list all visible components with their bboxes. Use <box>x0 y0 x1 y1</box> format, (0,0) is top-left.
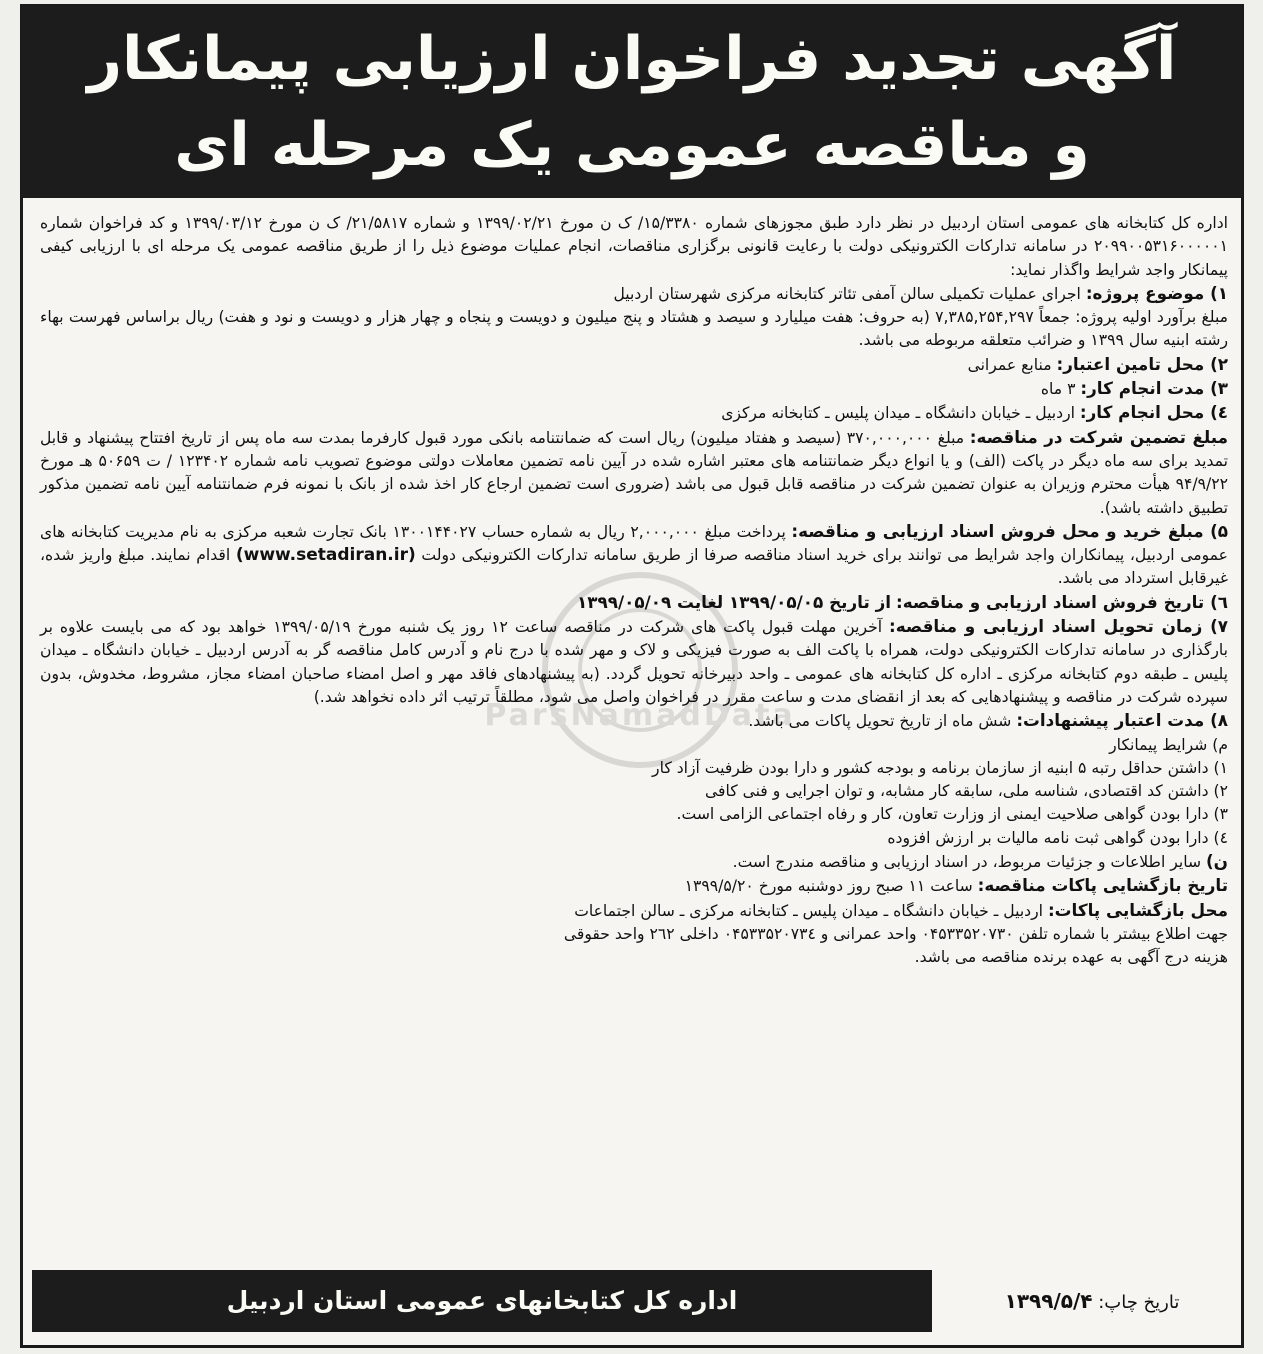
item-other <box>40 850 1228 874</box>
item-subject <box>40 282 1228 306</box>
condition-1: ۱) داشتن حداقل رتبه ۵ ابنیه از سازمان برنامه و بودجه کشور و دارا بودن ظرفیت آزاد کار <box>652 758 1228 777</box>
opening-place-text: اردبیل ـ خیابان دانشگاه ـ میدان پلیس ـ کتابخانه مرکزی ـ سالن اجتماعات <box>574 901 1043 920</box>
item-location <box>40 401 1228 425</box>
purchase-label: ۵) مبلغ خرید و محل فروش اسناد ارزیابی و مناقصه: <box>791 520 1228 541</box>
conditions-title: م) شرایط پیمانکار <box>1109 735 1228 754</box>
notice-header <box>22 6 1242 198</box>
opening-place-label: محل بازگشایی پاکات: <box>1047 899 1228 920</box>
purchase-text-2: اقدام نمایند. مبلغ واریز شده، غیرقابل استرداد می باشد. <box>40 546 1228 588</box>
title-line-2: و مناقصه عمومی یک مرحله ای <box>174 110 1090 180</box>
opening-date-text: ساعت ۱۱ صبح روز دوشنبه مورخ ۱۳۹۹/۵/۲۰ <box>684 877 973 896</box>
title-line-1: آگهی تجدید فراخوان ارزیابی پیمانکار <box>87 24 1177 94</box>
validity-label: ۸) مدت اعتبار پیشنهادات: <box>1016 710 1228 731</box>
validity-text: شش ماه از تاریخ تحویل پاکات می باشد. <box>748 712 1012 731</box>
notice-footer <box>22 1266 1242 1346</box>
guarantee-text: مبلغ ۳۷۰,۰۰۰,۰۰۰ (سیصد و هفتاد میلیون) ریال است که ضمانتنامه بانکی مورد قبول کارفرما بمدت سه ماه پس از تاریخ افتتاح پیشنهاد و قابل تمدید برای سه ماه دیگر در پاکت (الف) و یا انواع دیگر ضمانتنامه های معتبر اشاره شده در آیین نامه تضمین معاملات دولتی موضوع تصویب نامه شماره ۱۲۳۴۰۲ / ت ۵۰۶۵۹ هـ مورخ ۹۴/۹/۲۲ هیأت محترم وزیران به عنوان تضمین شرکت در مناقصه قابل قبول می باشد (ضروری است تضمین ارجاع کار اخذ شده از بانک با نمونه فرم ضمانتنامه آیین نامه تضمین مذکور تطبیق داشته باشد). <box>40 428 1228 517</box>
item-cost: هزینه درج آگهی به عهده برنده مناقصه می باشد. <box>914 948 1228 967</box>
item-validity <box>40 709 1228 733</box>
item-opening-place <box>40 899 1228 923</box>
purchase-text: پرداخت مبلغ ۲,۰۰۰,۰۰۰ ریال به شماره حساب ۱۳۰۰۱۴۴۰۲۷ بانک تجارت شعبه مرکزی به نام مدیریت کتابخانه های عمومی اردبیل، پیمانکاران واجد شرایط می توانند برای خرید اسناد مناقصه صرفا از طریق سامانه تدارکات الکترونیکی دولت <box>40 522 1228 565</box>
item-sale-date <box>40 591 1228 615</box>
item-opening-date <box>40 874 1228 898</box>
opening-date-label: تاریخ بازگشایی پاکات مناقصه: <box>977 875 1228 896</box>
item-duration <box>40 377 1228 401</box>
item-guarantee <box>40 426 1228 520</box>
location-label: ٤) محل انجام کار: <box>1079 402 1228 423</box>
delivery-label: ۷) زمان تحویل اسناد ارزیابی و مناقصه: <box>889 616 1229 637</box>
funding-label: ۲) محل تامین اعتبار: <box>1056 353 1228 374</box>
condition-4: ٤) دارا بودن گواهی ثبت نامه مالیات بر ارزش افزوده <box>887 828 1228 847</box>
other-text: سایر اطلاعات و جزئیات مربوط، در اسناد ارزیابی و مناقصه مندرج است. <box>732 853 1202 872</box>
print-date <box>952 1270 1232 1332</box>
location-text: اردبیل ـ خیابان دانشگاه ـ میدان پلیس ـ کتابخانه مرکزی <box>721 404 1075 423</box>
item-contact: جهت اطلاع بیشتر با شماره تلفن ۰۴۵۳۳۵۲۰۷۳۰ واحد عمرانی و ۰۴۵۳۳۵۲۰۷۳٤ داخلی ۲٦۲ واحد حقوقی <box>563 924 1228 943</box>
other-label: ن) <box>1206 851 1228 872</box>
item-funding <box>40 353 1228 377</box>
notice-body <box>40 212 1228 970</box>
intro-paragraph: اداره کل کتابخانه های عمومی استان اردبیل در نظر دارد طبق مجوزهای شماره ۱۵/۳۳۸۰/ ک ن مورخ ۱۳۹۹/۰۲/۲۱ و شماره ۲۱/۵۸۱۷/ ک ن مورخ ۱۳۹۹/۰۳/۱۲ و کد فراخوان شماره ۲۰۹۹۰۰۵۳۱۶۰۰۰۰۰۱ در سامانه تدارکات الکترونیکی دولت با رعایت قانونی برگزاری مناقصات، انجام عملیات موضوع ذیل را از طریق مناقصه عمومی یک مرحله ای با ارزیابی کیفی پیمانکار واجد شرایط واگذار نماید: <box>40 214 1228 279</box>
print-date-label: تاریخ چاپ: <box>1098 1292 1180 1313</box>
footer-org: اداره کل کتابخانهای عمومی استان اردبیل <box>32 1270 932 1332</box>
sale-date-label: ٦) تاریخ فروش اسناد ارزیابی و مناقصه: <box>895 591 1228 612</box>
item-delivery <box>40 615 1228 709</box>
website-link[interactable]: (www.setadiran.ir) <box>235 545 416 566</box>
subject-text: اجرای عملیات تکمیلی سالن آمفی تئاتر کتابخانه مرکزی شهرستان اردبیل <box>613 284 1081 303</box>
condition-3: ۳) دارا بودن گواهی صلاحیت ایمنی از وزارت تعاون، کار و رفاه اجتماعی الزامی است. <box>676 805 1228 824</box>
duration-text: ۳ ماه <box>1040 380 1076 399</box>
guarantee-label: مبلغ تضمین شرکت در مناقصه: <box>969 426 1228 447</box>
delivery-text: آخرین مهلت قبول پاکت های شرکت در مناقصه ساعت ۱۲ روز یک شنبه مورخ ۱۳۹۹/۰۵/۱۹ خواهد بود که می بایست علاوه بر بارگذاری در سامانه تدارکات الکترونیکی دولت، همراه با پاکت الف به صورت فیزیکی و لاک و مهر شده با درج نام و آدرس کامل مناقصه گر به آدرس اردبیل ـ خیابان دانشگاه ـ میدان پلیس ـ طبقه دوم کتابخانه مرکزی ـ اداره کل کتابخانه های عمومی ـ واحد دبیرخانه تحویل گردد. (به پیشنهادهای فاقد مهر و اصل امضاء صاحبان امضاء مجاز، مشروط، مخدوش، بدون سپرده شرکت در مناقصه و پیشنهادهایی که بعد از انقضای مدت و ساعت مقرر در فراخوان واصل می شود، مطلقاً ترتیب اثر داده نخواهد شد.) <box>40 618 1228 706</box>
item-purchase <box>40 520 1228 591</box>
duration-label: ۳) مدت انجام کار: <box>1080 378 1228 399</box>
print-date-value: ۱۳۹۹/۵/۴ <box>1004 1289 1093 1313</box>
item-estimate: مبلغ برآورد اولیه پروژه: جمعاً ۷,۳۸۵,۲۵۴,۲۹۷ (به حروف: هفت میلیارد و سیصد و هشتاد و پنج میلیون و دویست و پنجاه و چهار هزار و دویست و نود و هفت) ریال براساس فهرست بهاء رشته ابنیه سال ۱۳۹۹ و ضرائب متعلقه مربوطه می باشد. <box>40 308 1229 350</box>
funding-text: منابع عمرانی <box>967 355 1052 374</box>
subject-label: ۱) موضوع پروژه: <box>1085 282 1228 303</box>
condition-2: ۲) داشتن کد اقتصادی، شناسه ملی، سابقه کار مشابه، و توان اجرایی و فنی کافی <box>705 782 1228 801</box>
sale-date-text: از تاریخ ۱۳۹۹/۰۵/۰۵ لغایت ۱۳۹۹/۰۵/۰۹ <box>577 591 892 612</box>
